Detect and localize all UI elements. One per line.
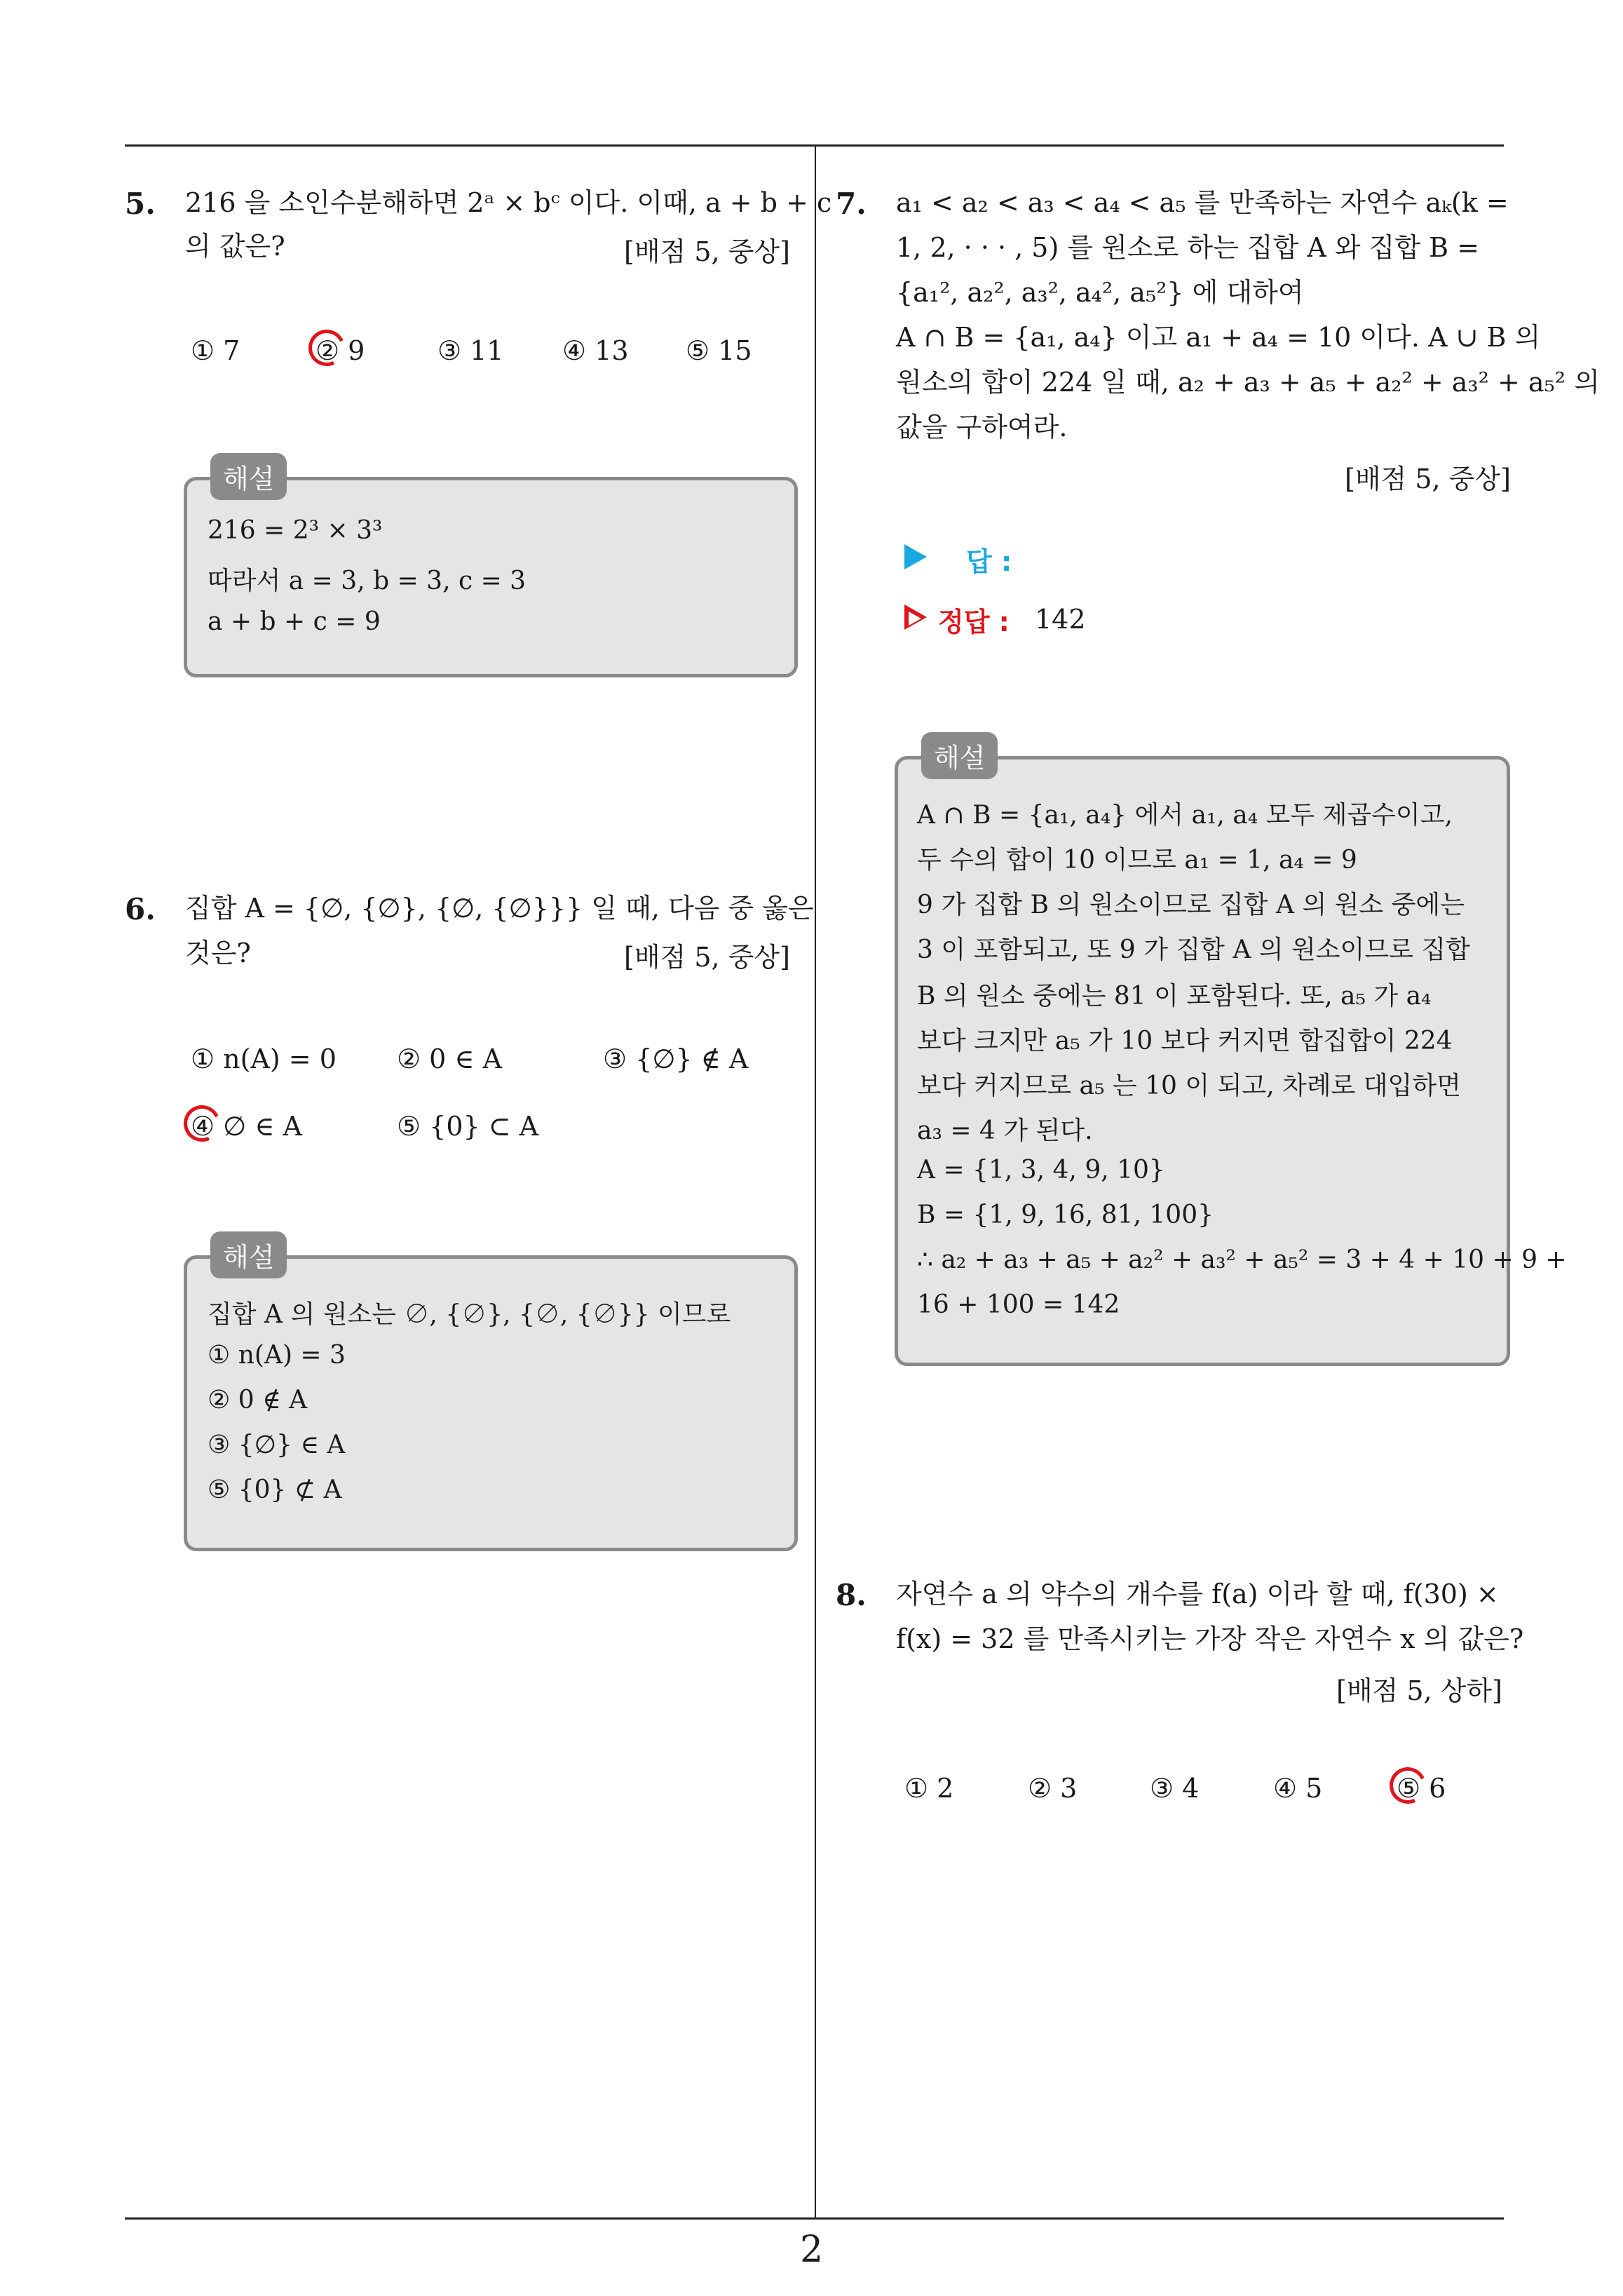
correct-answer-label: 정답 : [938,607,1010,637]
question-text: 1, 2, · · · , 5) 를 원소로 하는 집합 A 와 집합 B = [896,232,1480,263]
question-text: 것은? [185,938,251,968]
solution-tag: 해설 [210,1231,287,1278]
solution-line: ① n(A) = 3 [208,1341,346,1370]
question-text: 의 값은? [185,231,285,262]
solution-line: B 의 원소 중에는 81 이 포함된다. 또, a₅ 가 a₄ [917,982,1432,1011]
solution-line: 3 이 포함되고, 또 9 가 집합 A 의 원소이므로 집합 [917,936,1470,964]
question-text: 자연수 a 의 약수의 개수를 f(a) 이라 할 때, f(30) × [896,1579,1499,1609]
solution-line: 9 가 집합 B 의 원소이므로 집합 A 의 원소 중에는 [917,891,1465,919]
choice-3[interactable]: ③ 4 [1150,1773,1200,1804]
solution-line: ∴ a₂ + a₃ + a₅ + a₂² + a₃² + a₅² = 3 + 4 + 10 + 9 + [917,1245,1567,1274]
solution-line: 16 + 100 = 142 [917,1290,1120,1319]
solution-line: 216 = 2³ × 3³ [208,516,383,545]
solution-tag: 해설 [921,732,998,779]
solution-line: 따라서 a = 3, b = 3, c = 3 [208,567,527,595]
choice-4[interactable]: ④ 5 [1273,1773,1323,1804]
page-number: 2 [799,2229,824,2271]
choice-4[interactable]: ④ ∅ ∈ A [191,1111,302,1142]
score-label: [배점 5, 상하] [1336,1675,1502,1706]
solution-line: A ∩ B = {a₁, a₄} 에서 a₁, a₄ 모두 제곱수이고, [917,801,1453,830]
question-text: a₁ < a₂ < a₃ < a₄ < a₅ 를 만족하는 자연수 aₖ(k = [896,187,1509,218]
solution-line: a + b + c = 9 [208,607,381,636]
question-text: A ∩ B = {a₁, a₄} 이고 a₁ + a₄ = 10 이다. A ∪ B 의 [896,322,1541,353]
choice-5[interactable]: ⑤ 6 [1397,1773,1446,1804]
problem-number: 7. [836,187,867,221]
question-text: 216 을 소인수분해하면 2ᵃ × bᶜ 이다. 이때, a + b + c [185,187,832,218]
play-icon-inner [909,612,921,626]
solution-line: 집합 A 의 원소는 ∅, {∅}, {∅, {∅}} 이므로 [208,1300,731,1329]
solution-line: 보다 크지만 a₅ 가 10 보다 커지면 합집합이 224 [917,1027,1453,1055]
choice-1[interactable]: ① n(A) = 0 [191,1044,337,1074]
question-text: f(x) = 32 를 만족시키는 가장 작은 자연수 x 의 값은? [896,1623,1524,1654]
choice-2[interactable]: ② 9 [315,335,365,366]
solution-line: ⑤ {0} ⊄ A [208,1475,342,1504]
choice-5[interactable]: ⑤ {0} ⊂ A [397,1111,539,1142]
choice-2[interactable]: ② 0 ∈ A [397,1044,503,1074]
choice-5[interactable]: ⑤ 15 [686,335,752,366]
solution-line: ③ {∅} ∈ A [208,1431,346,1459]
choice-3[interactable]: ③ {∅} ∉ A [603,1044,749,1074]
choice-2[interactable]: ② 3 [1028,1773,1078,1804]
choice-1[interactable]: ① 2 [904,1773,954,1804]
solution-line: a₃ = 4 가 된다. [917,1116,1093,1145]
bottom-rule [125,2217,1504,2220]
question-text: 집합 A = {∅, {∅}, {∅, {∅}}} 일 때, 다음 중 옳은 [185,893,814,924]
choice-3[interactable]: ③ 11 [437,335,504,366]
question-text: 원소의 합이 224 일 때, a₂ + a₃ + a₅ + a₂² + a₃² + a₅² 의 [896,367,1600,398]
correct-answer-value: 142 [1035,604,1086,635]
play-icon [904,544,927,569]
solution-line: 보다 커지므로 a₅ 는 10 이 되고, 차례로 대입하면 [917,1072,1461,1100]
answer-label: 답 : [966,546,1012,577]
question-text: 값을 구하여라. [896,412,1068,443]
score-label: [배점 5, 중상] [624,942,790,973]
solution-line: B = {1, 9, 16, 81, 100} [917,1201,1214,1229]
solution-line: A = {1, 3, 4, 9, 10} [917,1156,1165,1184]
problem-number: 6. [125,892,156,926]
score-label: [배점 5, 중상] [624,236,790,267]
solution-tag: 해설 [210,453,287,500]
column-divider [815,144,816,2217]
problem-number: 8. [836,1578,867,1612]
solution-line: 두 수의 합이 10 이므로 a₁ = 1, a₄ = 9 [917,846,1357,874]
choice-4[interactable]: ④ 13 [562,335,629,366]
question-text: {a₁², a₂², a₃², a₄², a₅²} 에 대하여 [896,277,1304,308]
problem-number: 5. [125,187,156,221]
solution-line: ② 0 ∉ A [208,1386,308,1414]
score-label: [배점 5, 중상] [1345,464,1511,494]
choice-1[interactable]: ① 7 [191,335,240,366]
